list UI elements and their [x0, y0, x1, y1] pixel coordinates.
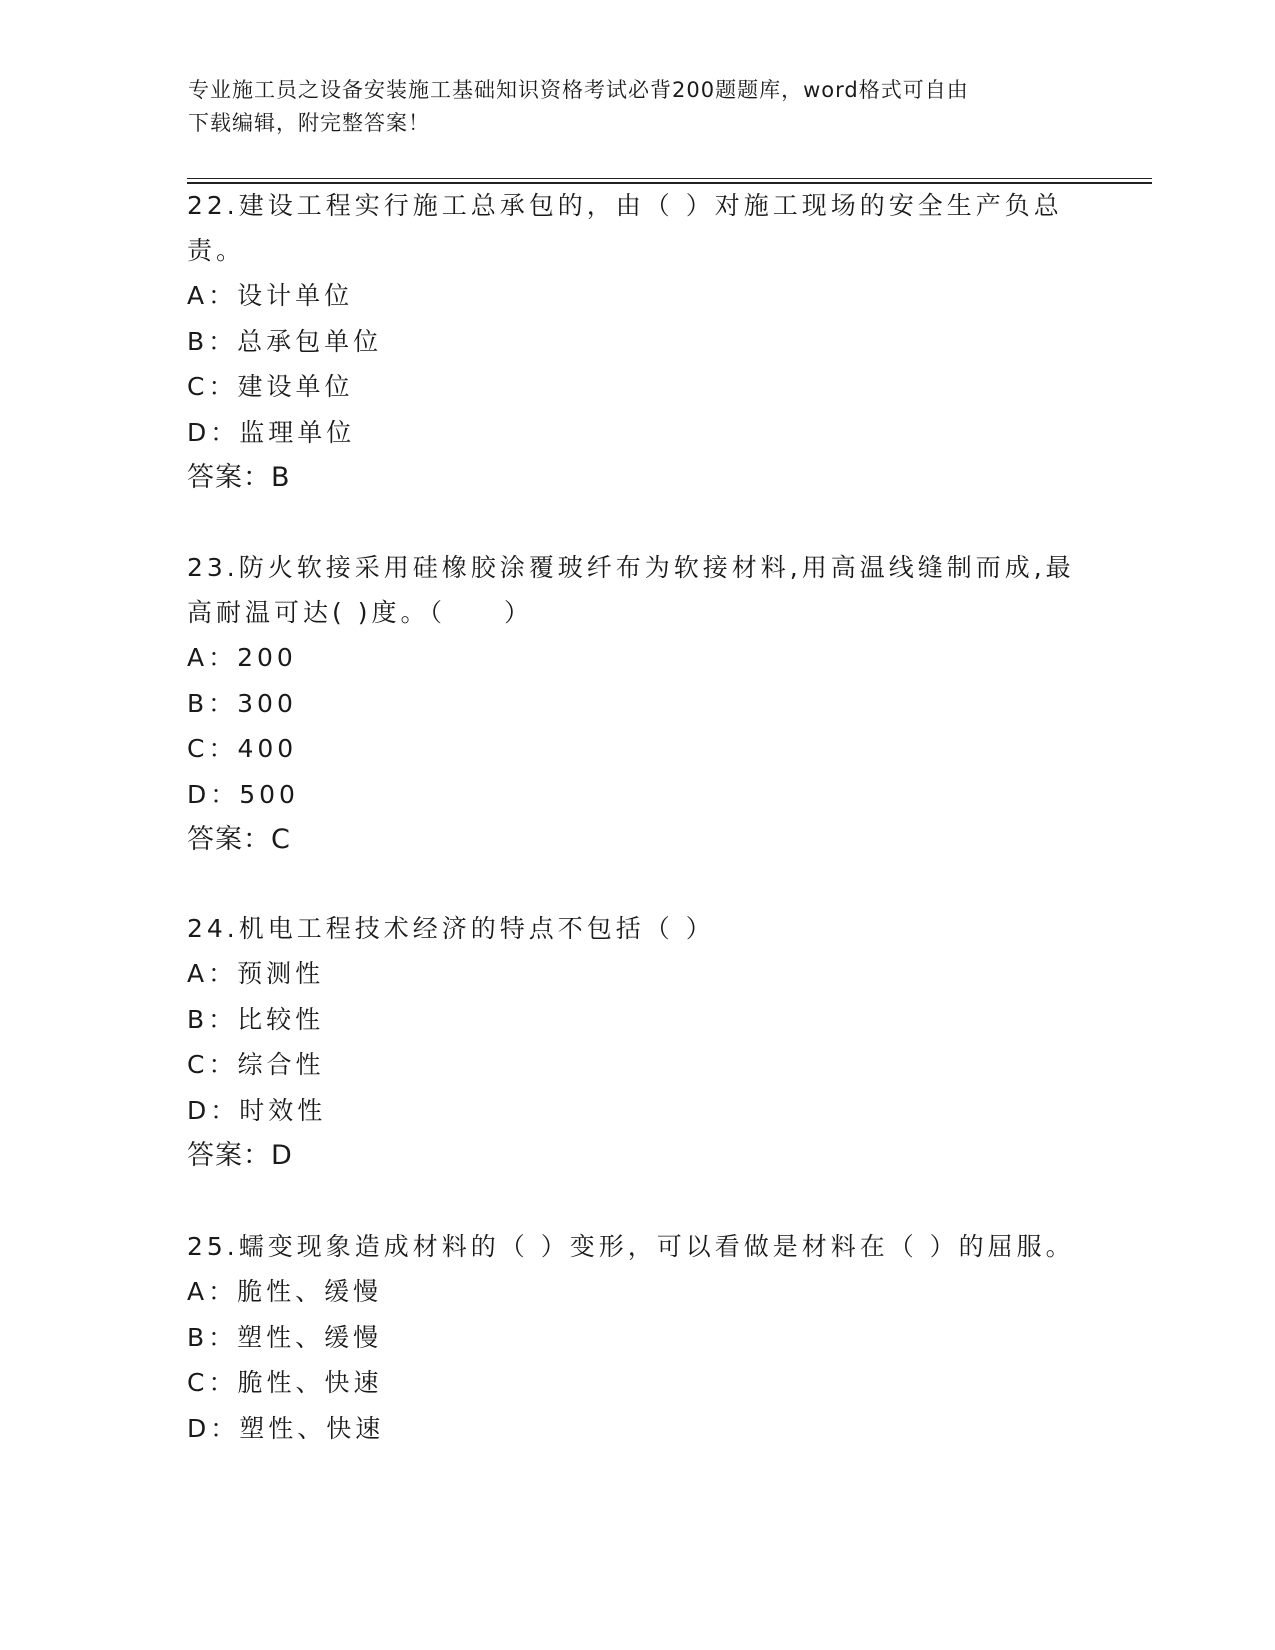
- question-stem: 23.防火软接采用硅橡胶涂覆玻纤布为软接材料,用高温线缝制而成,最: [187, 553, 1075, 582]
- question-stem: 25.蠕变现象造成材料的（ ）变形，可以看做是材料在（ ）的屈服。: [187, 1232, 1075, 1261]
- question-25: [187, 1224, 1087, 1451]
- option-list: [187, 1269, 1087, 1451]
- option-b: B：总承包单位: [187, 326, 383, 356]
- question-22: [187, 183, 1087, 500]
- option-a: A：预测性: [187, 959, 325, 988]
- option-list: [187, 273, 1087, 455]
- question-stem-continued: 责。: [187, 236, 246, 265]
- option-c: C：脆性、快速: [187, 1368, 383, 1397]
- question-stem: 24.机电工程技术经济的特点不包括（ ）: [187, 914, 715, 943]
- option-d: D：时效性: [187, 1095, 327, 1125]
- option-d: D：监理单位: [187, 417, 356, 447]
- option-d: D：塑性、快速: [187, 1413, 385, 1443]
- header-line-2: 下载编辑，附完整答案！: [188, 111, 430, 135]
- option-b: B：塑性、缓慢: [187, 1322, 383, 1352]
- option-a: A：200: [187, 643, 297, 672]
- header-line-1: 专业施工员之设备安装施工基础知识资格考试必背200题题库，word格式可自由: [188, 78, 969, 102]
- question-stem: 22.建设工程实行施工总承包的，由（ ）对施工现场的安全生产负总: [187, 191, 1063, 220]
- option-list: [187, 951, 1087, 1133]
- answer: 答案：D: [187, 1140, 293, 1171]
- question-23: [187, 545, 1087, 862]
- option-a: A：脆性、缓慢: [187, 1277, 383, 1306]
- option-d: D：500: [187, 779, 299, 809]
- option-b: B：比较性: [187, 1004, 325, 1034]
- option-a: A：设计单位: [187, 281, 354, 310]
- option-b: B：300: [187, 688, 297, 718]
- option-list: [187, 635, 1087, 817]
- option-c: C：建设单位: [187, 372, 354, 401]
- answer: 答案：B: [187, 462, 291, 493]
- option-c: C：400: [187, 734, 298, 763]
- question-24: [187, 906, 1087, 1178]
- answer: 答案：C: [187, 824, 291, 855]
- question-stem-continued: 高耐温可达( )度。（ ）: [187, 598, 533, 627]
- option-c: C：综合性: [187, 1050, 325, 1079]
- document-header: [188, 74, 1068, 140]
